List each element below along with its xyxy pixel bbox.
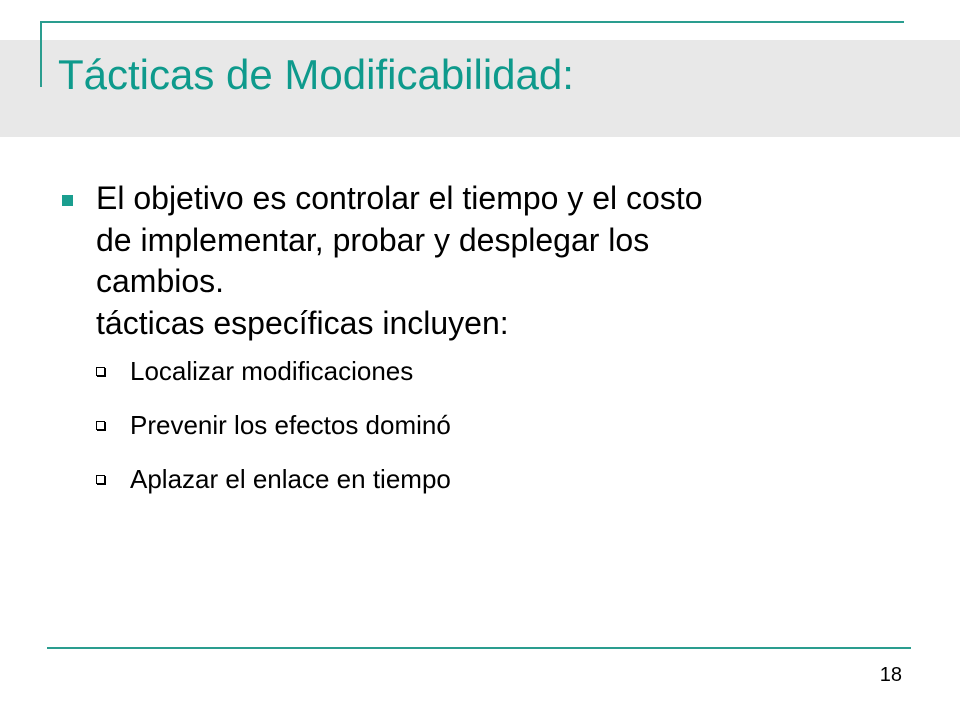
checkbox-bullet-icon — [96, 367, 105, 376]
main-bullet-line: El objetivo es controlar el tiempo y el costo — [96, 180, 703, 216]
top-decorative-line — [40, 21, 904, 23]
square-bullet-icon — [62, 195, 73, 206]
main-bullet — [60, 178, 880, 344]
left-decorative-line — [40, 21, 42, 87]
main-bullet-line: de implementar, probar y desplegar los — [96, 221, 650, 258]
sub-bullet-label: Prevenir los efectos dominó — [130, 410, 451, 441]
page-number: 18 — [879, 664, 902, 686]
sub-bullet-label: Aplazar el enlace en tiempo — [130, 464, 451, 495]
sub-bullet-item — [82, 356, 880, 386]
checkbox-bullet-icon — [96, 475, 105, 484]
checkbox-bullet-icon — [96, 421, 105, 430]
sub-bullet-item — [82, 410, 880, 440]
sub-bullet-list — [60, 356, 880, 494]
sub-bullet-item — [82, 464, 880, 494]
slide-title: Tácticas de Modificabilidad: — [58, 51, 574, 98]
sub-bullet-label: Localizar modificaciones — [130, 356, 414, 387]
main-bullet-line: cambios. — [96, 263, 225, 300]
slide-content — [60, 178, 880, 518]
bottom-decorative-line — [47, 647, 911, 649]
main-bullet-line: tácticas específicas incluyen: — [96, 304, 509, 341]
